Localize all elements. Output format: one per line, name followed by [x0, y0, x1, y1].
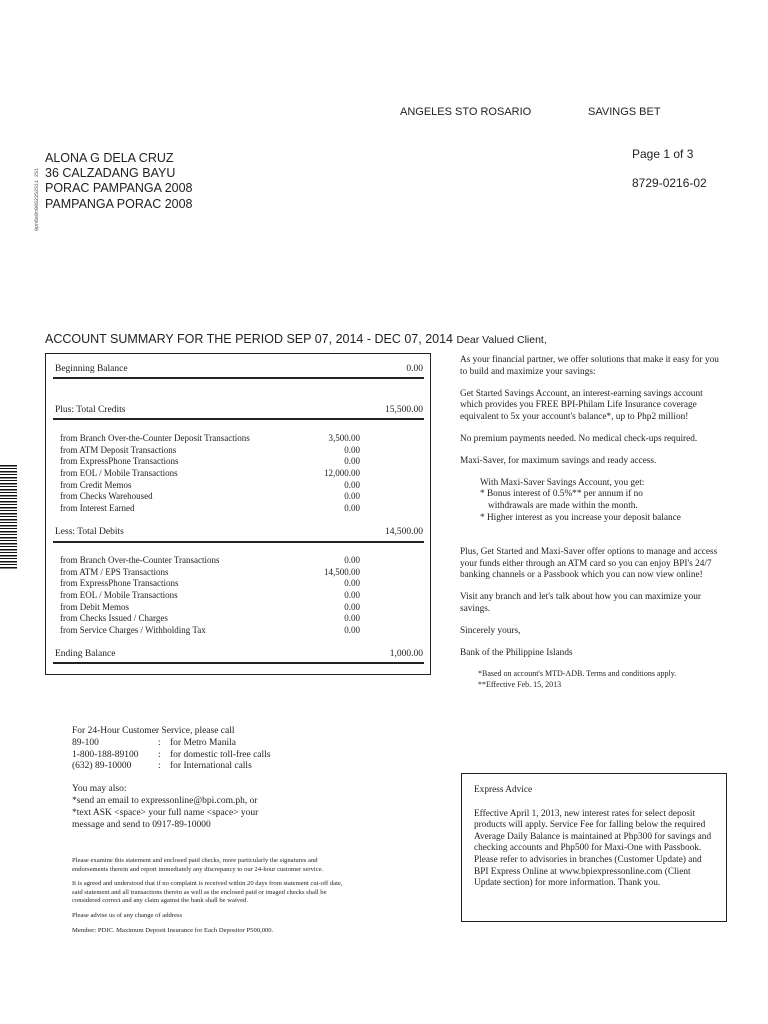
- beginning-balance-amount: 0.00: [406, 364, 423, 374]
- account-type: SAVINGS BET: [588, 106, 661, 118]
- debit-label: from Checks Issued / Charges: [60, 613, 168, 624]
- credit-label: from Branch Over-the-Counter Deposit Transactions: [60, 433, 250, 443]
- total-credits-label: Plus: Total Credits: [55, 405, 126, 415]
- total-credits-row: [55, 405, 423, 415]
- credit-label: from ExpressPhone Transactions: [60, 456, 179, 467]
- credit-amount: 0.00: [344, 491, 360, 502]
- phone-description: for International calls: [170, 761, 252, 772]
- ending-balance-amount: 1,000.00: [389, 649, 423, 659]
- phone-row: [72, 749, 271, 762]
- credit-label: from Credit Memos: [60, 479, 132, 490]
- fine-print-paragraph: Please advise us of any change of address: [72, 911, 183, 919]
- debit-row: [60, 613, 360, 625]
- beginning-balance-row: [55, 364, 423, 374]
- debit-row: [60, 555, 360, 567]
- page-number: Page 1 of 3: [632, 147, 694, 161]
- debit-row: [60, 625, 360, 637]
- debit-row: [60, 602, 360, 614]
- summary-title: [45, 332, 547, 346]
- debit-row: [60, 590, 360, 602]
- promo-paragraph: As your financial partner, we offer solutions that make it easy for you to build and maximize your savings:: [460, 355, 719, 377]
- email-option: *send an email to expressonline@bpi.com.ph, or: [72, 795, 258, 806]
- credit-amount: 0.00: [344, 456, 360, 467]
- greeting: Dear Valued Client,: [456, 334, 547, 346]
- credit-label: from ATM Deposit Transactions: [60, 444, 177, 455]
- sms-option: *text ASK <space> your full name <space> your: [72, 807, 259, 818]
- credit-row: [60, 468, 360, 480]
- bullet-item: * Higher interest as you increase your deposit balance: [480, 512, 681, 523]
- account-summary-box: [45, 353, 431, 675]
- credit-row: [60, 480, 360, 492]
- express-advice-box: [461, 773, 727, 922]
- summary-period-title: ACCOUNT SUMMARY FOR THE PERIOD SEP 07, 2014 - DEC 07, 2014: [45, 332, 454, 346]
- phone-number: 89-100: [72, 737, 99, 748]
- footnote: *Based on account's MTD-ADB. Terms and conditions apply.: [478, 669, 677, 679]
- credit-amount: 3,500.00: [328, 433, 360, 443]
- bullet-item: withdrawals are made within the month.: [488, 501, 638, 512]
- debit-row: [60, 567, 360, 579]
- credit-label: from Interest Earned: [60, 503, 135, 514]
- signature: Bank of the Philippine Islands: [460, 647, 573, 658]
- phone-number: 1-800-188-89100: [72, 749, 139, 760]
- phone-number: (632) 89-10000: [72, 761, 132, 772]
- divider: [53, 418, 424, 420]
- debit-label: from Branch Over-the-Counter Transactions: [60, 555, 220, 565]
- phone-description: for Metro Manila: [170, 737, 236, 748]
- debit-label: from ExpressPhone Transactions: [60, 578, 179, 589]
- account-number: 8729-0216-02: [632, 176, 707, 190]
- phone-row: [72, 738, 258, 750]
- debit-amount: 14,500.00: [324, 566, 360, 577]
- sms-option: message and send to 0917-89-10000: [72, 819, 211, 830]
- total-debits-label: Less: Total Debits: [55, 527, 124, 537]
- side-tracking-code: 0pn6e9n00S23S2S11 2S1: [34, 168, 40, 232]
- promo-paragraph: Visit any branch and let's talk about how you can maximize your savings.: [460, 592, 701, 614]
- promo-paragraph: Plus, Get Started and Maxi-Saver offer options to manage and access your funds either through an ATM card so you can enjoy BPI's 24/7 banking channels or a Passbook which you can now view online!: [460, 546, 718, 581]
- phone-separator: :: [158, 749, 161, 760]
- debit-label: from ATM / EPS Transactions: [60, 566, 169, 577]
- barcode-image: [0, 465, 17, 570]
- debit-amount: 0.00: [344, 625, 360, 636]
- debit-label: from EOL / Mobile Transactions: [60, 590, 178, 601]
- promo-paragraph: Get Started Savings Account, an interest-earning savings account which provides you FREE BPI-Philam Life Insurance coverage equivalent to 5x your account's balance*, up to Php2 million!: [460, 388, 703, 423]
- express-advice-body: Effective April 1, 2013, new interest rates for select deposit products will apply. Service Fee for falling below the required Average Daily Balance is maintained at Php300 for savings and checking accounts and Php500 for Maxi-One with Passbook. Please refer to advisories in branches (Customer Update) and BPI Express Online at www.bpiexpressonline.com (Client Update section) for more information. Thank you.: [474, 808, 712, 889]
- divider: [53, 662, 424, 664]
- express-advice-title: Express Advice: [474, 785, 533, 795]
- promo-bullets: [460, 489, 722, 524]
- debit-label: from Debit Memos: [60, 601, 129, 612]
- credit-row: [60, 433, 360, 445]
- footnote: **Effective Feb. 15, 2013: [478, 679, 562, 689]
- debit-amount: 0.00: [344, 601, 360, 612]
- credit-label: from EOL / Mobile Transactions: [60, 468, 178, 479]
- debits-list: [60, 555, 360, 637]
- mailing-address: [45, 151, 193, 212]
- total-credits-amount: 15,500.00: [385, 405, 423, 415]
- credit-row: [60, 491, 360, 503]
- address-line: PORAC PAMPANGA 2008: [45, 181, 193, 196]
- promo-paragraph: With Maxi-Saver Savings Account, you get:: [480, 477, 645, 488]
- credit-amount: 12,000.00: [324, 468, 360, 479]
- phone-separator: :: [158, 737, 161, 748]
- fine-print-paragraph: Member: PDIC. Maximum Deposit Insurance for Each Depositor P500,000.: [72, 926, 274, 934]
- credit-row: [60, 503, 360, 515]
- promo-paragraph: No premium payments needed. No medical check-ups required.: [460, 433, 698, 444]
- debit-amount: 0.00: [344, 578, 360, 589]
- phone-description: for domestic toll-free calls: [170, 749, 271, 760]
- debit-amount: 0.00: [344, 590, 360, 601]
- divider: [53, 377, 424, 379]
- credit-label: from Checks Warehoused: [60, 491, 153, 502]
- address-line: PAMPANGA PORAC 2008: [45, 196, 193, 211]
- credits-list: [60, 433, 360, 515]
- beginning-balance-label: Beginning Balance: [55, 364, 128, 374]
- fine-print-paragraph: It is agreed and understood that if no complaint is received within 20 days from statement cut-off date, said statement and all transactions therein as well as the enclosed paid or imaged checks shall be considered correct and any claim against the bank shall be waived.: [72, 880, 343, 905]
- phone-separator: :: [158, 761, 161, 772]
- ending-balance-label: Ending Balance: [55, 649, 116, 659]
- address-line: 36 CALZADANG BAYU: [45, 166, 176, 181]
- promo-paragraph: Maxi-Saver, for maximum savings and ready access.: [460, 455, 657, 466]
- debit-amount: 0.00: [344, 613, 360, 624]
- divider: [53, 541, 424, 543]
- branch-name: ANGELES STO ROSARIO: [400, 106, 532, 118]
- credit-amount: 0.00: [344, 479, 360, 490]
- address-line: ALONA G DELA CRUZ: [45, 151, 174, 165]
- fine-print: [72, 857, 352, 941]
- customer-service-title: For 24-Hour Customer Service, please call: [72, 726, 235, 736]
- credit-amount: 0.00: [344, 444, 360, 455]
- promo-letter: [460, 355, 722, 690]
- phone-row: [72, 761, 258, 773]
- debit-row: [60, 578, 360, 590]
- customer-service-block: [72, 726, 271, 831]
- bullet-item: * Bonus interest of 0.5%** per annum if no: [480, 489, 643, 500]
- debit-label: from Service Charges / Withholding Tax: [60, 625, 206, 636]
- credit-amount: 0.00: [344, 503, 360, 514]
- total-debits-row: [55, 527, 423, 537]
- closing: Sincerely yours,: [460, 625, 521, 636]
- credit-row: [60, 445, 360, 457]
- ending-balance-row: [55, 649, 423, 659]
- contact-options-title: You may also:: [72, 784, 127, 795]
- total-debits-amount: 14,500.00: [385, 527, 423, 537]
- credit-row: [60, 456, 360, 468]
- fine-print-paragraph: Please examine this statement and enclosed paid checks, more particularly the signatures and endorsements therein and report immediately any discrepancy to our 24-hour customer service.: [72, 857, 324, 873]
- debit-amount: 0.00: [344, 555, 360, 565]
